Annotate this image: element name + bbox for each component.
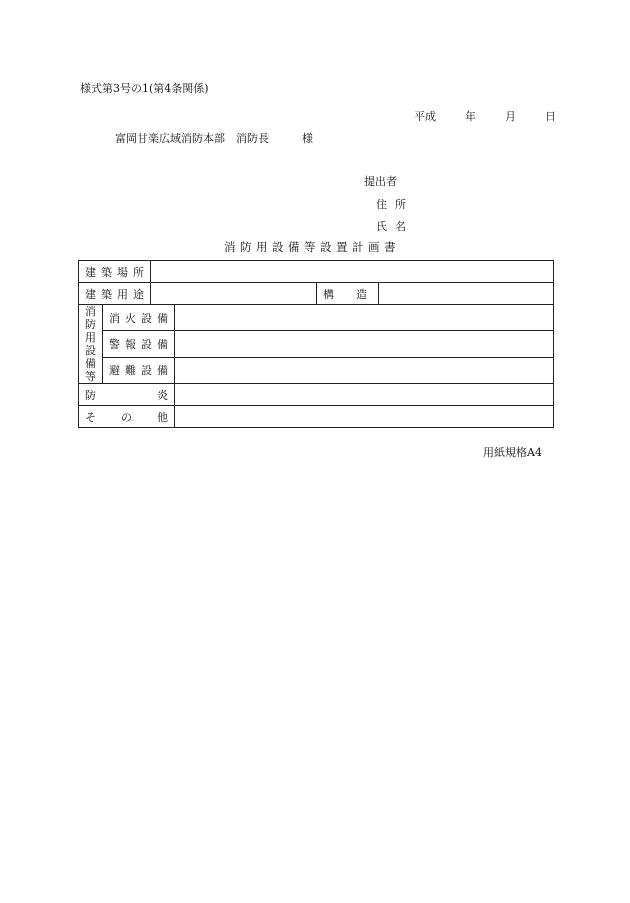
other-label xyxy=(79,406,175,428)
other-char: そ xyxy=(85,410,96,424)
structure-label: 構 造 xyxy=(317,283,379,305)
addressee: 富岡甘楽広域消防本部 消防長 様 xyxy=(115,132,313,145)
fire-extinguishing-field[interactable] xyxy=(175,305,554,331)
date-year: 年 xyxy=(465,110,476,123)
alarm-field[interactable] xyxy=(175,331,554,357)
date-line xyxy=(414,108,556,124)
fire-extinguishing-label: 消火設備 xyxy=(103,305,175,331)
group-char: 備 xyxy=(85,357,96,370)
evacuation-label: 避難設備 xyxy=(103,357,175,383)
flame-retardant-field[interactable] xyxy=(175,384,554,406)
group-char: 用 xyxy=(85,331,96,344)
form-number: 様式第3号の1(第4条関係) xyxy=(80,82,209,95)
date-day: 日 xyxy=(545,110,556,123)
building-location-field[interactable] xyxy=(151,261,554,283)
flame-retardant-label xyxy=(79,384,175,406)
flame-retardant-char: 防 xyxy=(85,388,96,402)
evacuation-field[interactable] xyxy=(175,357,554,383)
name-label: 氏名 xyxy=(376,220,414,233)
other-field[interactable] xyxy=(175,406,554,428)
date-era: 平成 xyxy=(414,110,436,123)
group-char: 等 xyxy=(85,370,96,383)
structure-field[interactable] xyxy=(379,283,554,305)
building-use-field[interactable] xyxy=(151,283,317,305)
other-char: の xyxy=(121,410,132,424)
alarm-label: 警報設備 xyxy=(103,331,175,357)
group-char: 消 xyxy=(85,305,96,318)
submitter-label: 提出者 xyxy=(364,175,397,188)
group-char: 設 xyxy=(85,344,96,357)
other-char: 他 xyxy=(157,410,168,424)
flame-retardant-char: 炎 xyxy=(157,388,168,402)
fire-equipment-group-label xyxy=(79,305,103,384)
group-char: 防 xyxy=(85,318,96,331)
building-location-label: 建築場所 xyxy=(79,261,151,283)
date-month: 月 xyxy=(505,110,516,123)
document-title: 消防用設備等設置計画書 xyxy=(224,240,400,254)
plan-form-table xyxy=(78,260,554,428)
address-label: 住所 xyxy=(376,198,414,211)
paper-size-note: 用紙規格A4 xyxy=(483,446,542,459)
building-use-label: 建築用途 xyxy=(79,283,151,305)
